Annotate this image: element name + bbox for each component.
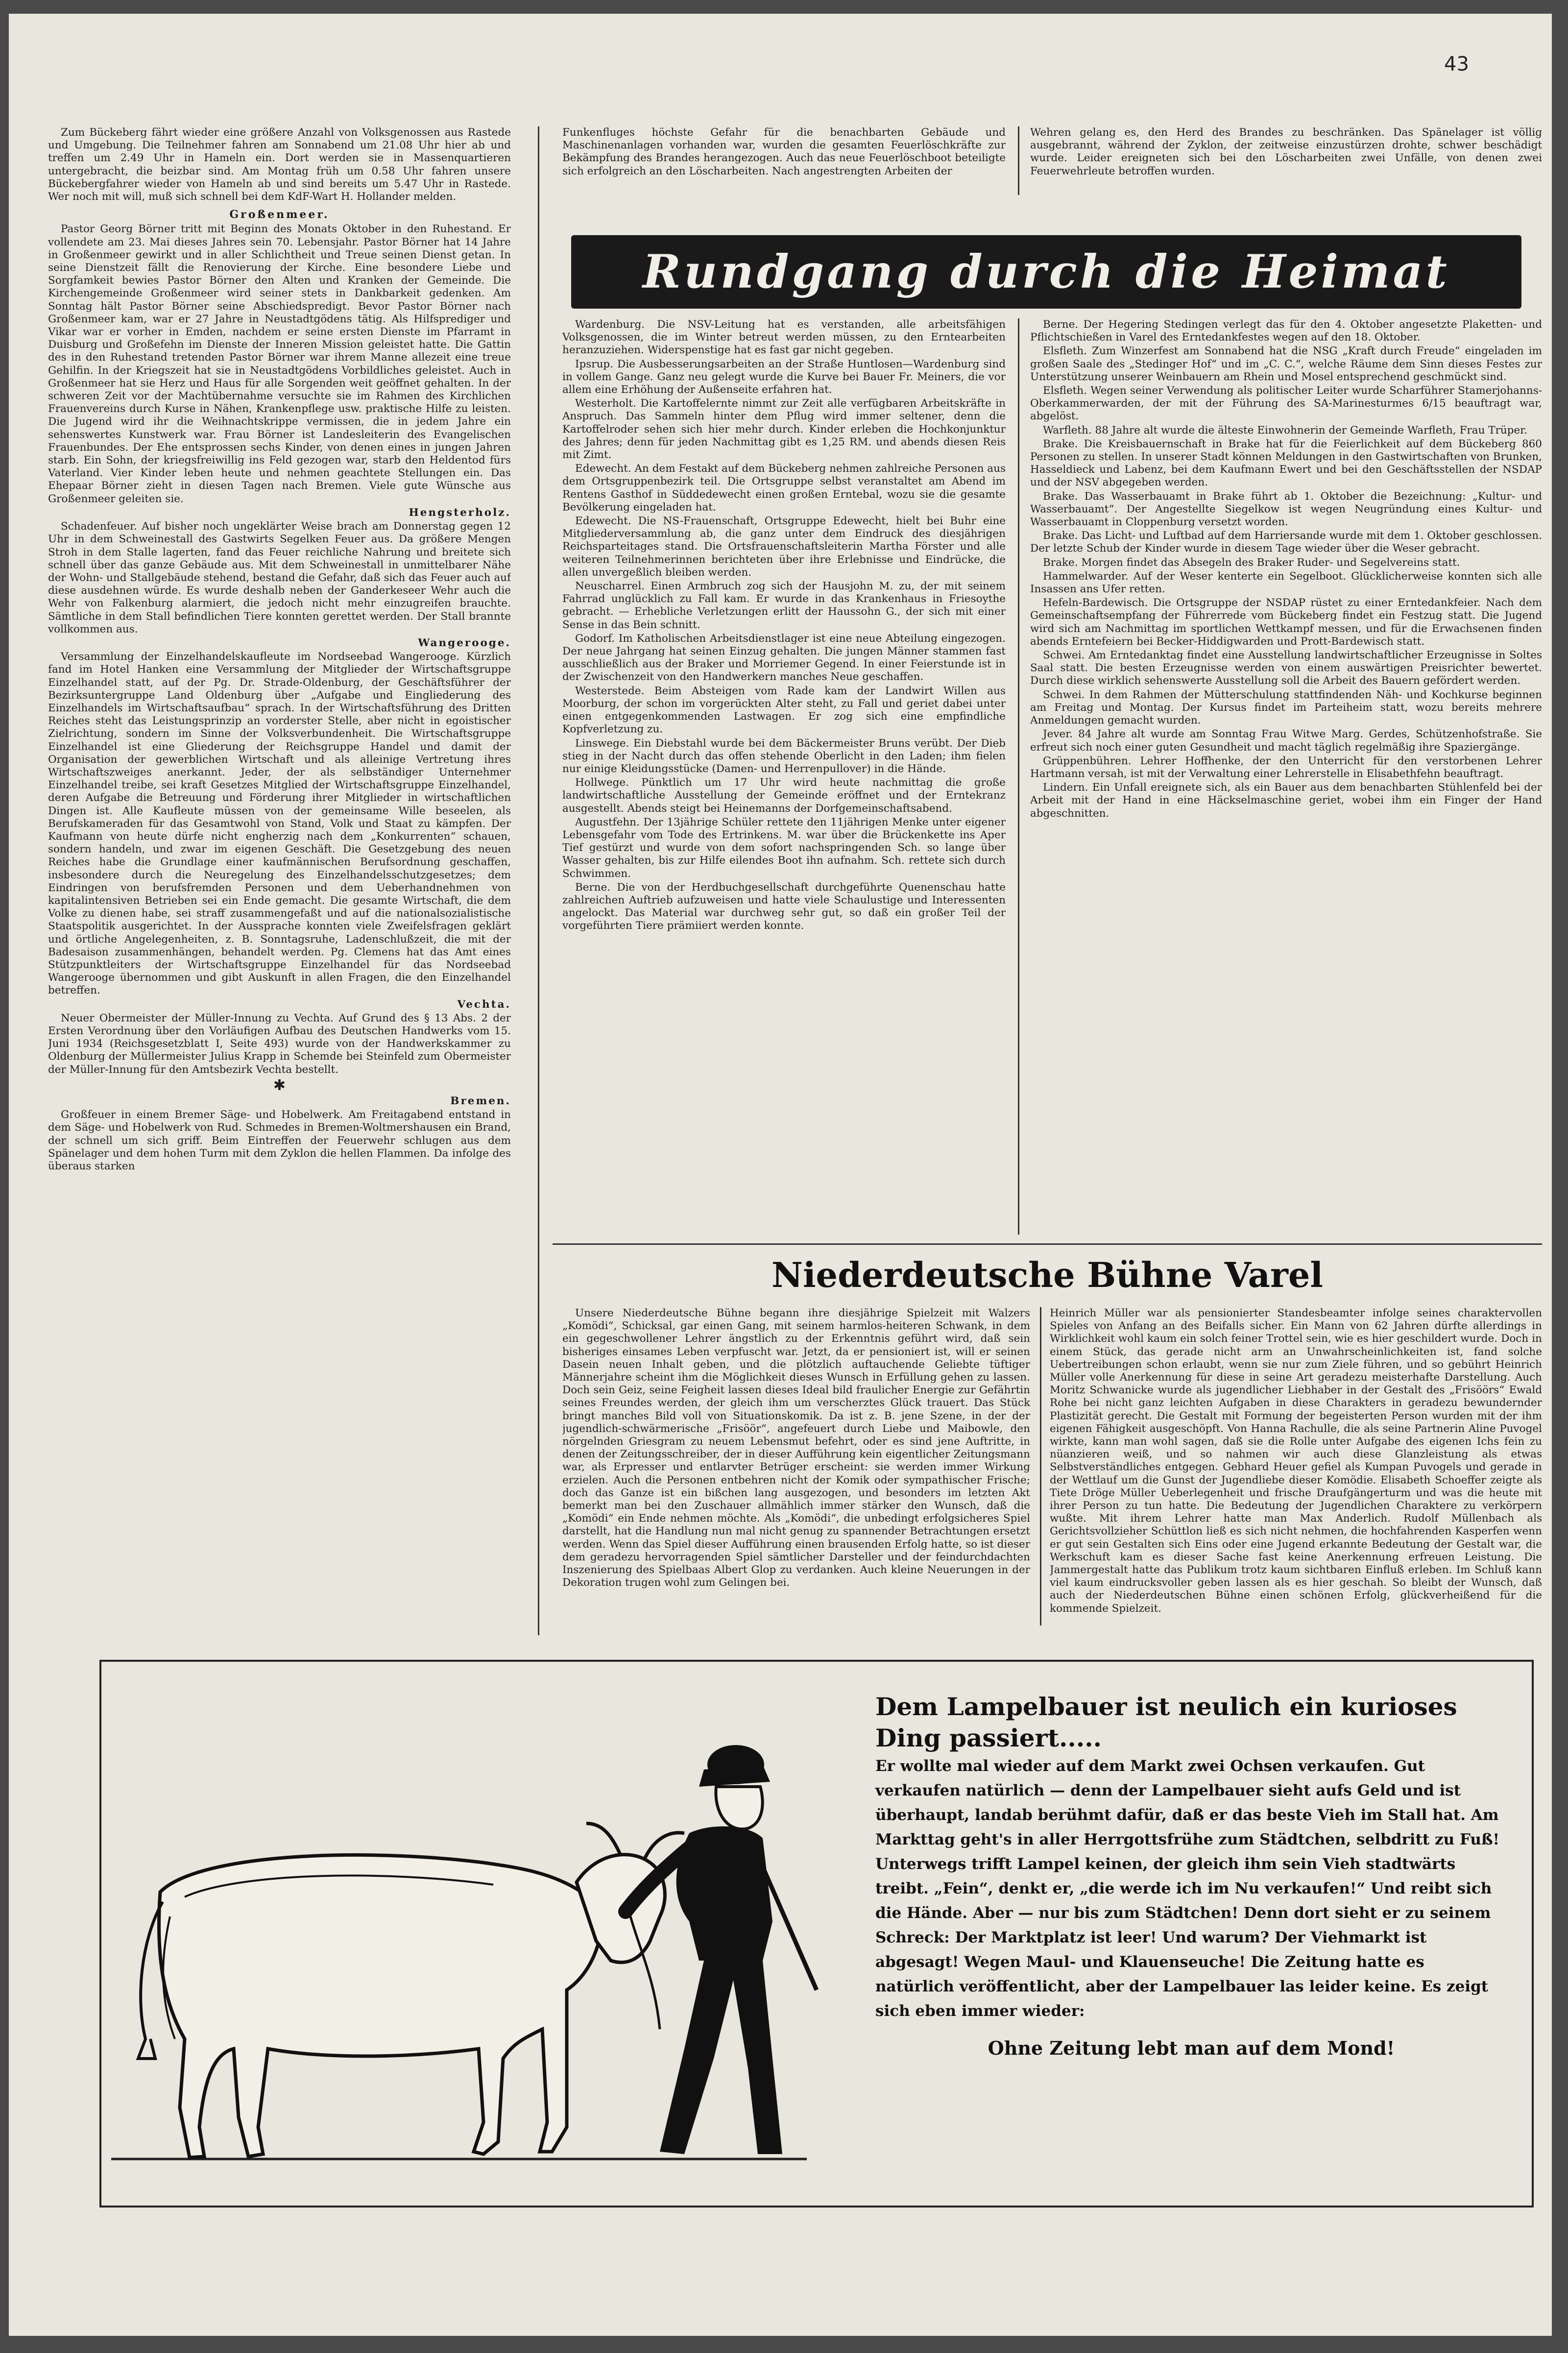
article-paragraph: Berne. Der Hegering Stedingen verlegt das für den 4. Oktober angesetzte Plaketten- und Pflichtschießen in Varel des Erntedankfestes wegen auf den 18. Oktober. <box>1030 318 1542 344</box>
article-paragraph: Linswege. Ein Diebstahl wurde bei dem Bäckermeister Bruns verübt. Der Dieb stieg in der Nacht durch das offen stehende Oberlicht in den Laden; ihm fielen nur einige Kleidungsstücke (Damen- und Herrenpullover) in die Hände. <box>562 737 1006 775</box>
article-paragraph: Brake. Das Wasserbauamt in Brake führt ab 1. Oktober die Bezeichnung: „Kultur- und Wasserbauamt“. Der Angestellte Siegelkow ist wegen Neugründung eines Kultur- und Wasserbauamt in Cloppenburg versetzt worden. <box>1030 490 1542 529</box>
article-paragraph: Großfeuer in einem Bremer Säge- und Hobelwerk. Am Freitagabend entstand in dem Säge- und Hobelwerk von Rud. Schmedes in Bremen-Woltmershausen ein Brand, der schnell um sich griff. Beim Eintreffen der Feuerwehr schlugen aus dem Spänelager und dem hohen Turm mit dem Zyklon die hellen Flammen. Da infolge des überaus starken <box>48 1109 511 1173</box>
advertisement-text <box>875 1691 1507 2059</box>
column-divider <box>1018 126 1019 195</box>
article-paragraph: Westerholt. Die Kartoffelernte nimmt zur Zeit alle verfügbaren Arbeitskräfte in Anspruch. Das Sammeln hinter dem Pflug wird immer seltener, denn die Kartoffelroder sehen sich hier mehr durch. Kinder erleben die Hochkonjunktur des Jahres; denn für jeden Nachmittag gibt es 1,25 RM. und abends diesen Reis mit Zimt. <box>562 397 1006 461</box>
article-paragraph: Schwei. Am Erntedanktag findet eine Ausstellung landwirtschaftlicher Erzeugnisse in Soltes Saal statt. Die besten Erzeugnisse werden von einem auswärtigen Preisrichter bewertet. Durch diese wirklich sehenswerte Ausstellung soll die Arbeit des Bauern gefördert werden. <box>1030 649 1542 687</box>
article-paragraph: Westerstede. Beim Absteigen vom Rade kam der Landwirt Willen aus Moorburg, der schon im vorgerückten Alter steht, zu Fall und geriet dabei unter einen entgegenkommenden Lastwagen. Er zog sich eine empfindliche Kopfverletzung zu. <box>562 684 1006 736</box>
article-paragraph: Edewecht. Die NS-Frauenschaft, Ortsgruppe Edewecht, hielt bei Buhr eine Mitgliederversammlung ab, die ganz unter dem Eindruck des diesjährigen Reichsparteitages stand. Die Ortsfrauenschaftsleiterin Martha Förster und alle weiteren Teilnehmerinnen berichteten über ihre Erlebnisse und Eindrücke, die allen unvergeßlich bleiben werden. <box>562 515 1006 579</box>
theater-left-text: Unsere Niederdeutsche Bühne begann ihre diesjährige Spielzeit mit Walzers „Komödi“, Schicksal, gar einen Gang, mit seinem harmlos-heiteren Schwank, in dem ein gegeschwollener Lehrer ängstlich zu der Erkenntnis geführt wird, daß sein bisheriges einsames Leben verpfuscht war. Jetzt, da er pensioniert ist, will er seinen Dasein neuen Inhalt geben, und die plötzlich auftauchende Geliebte tüftiger Männerjahre scheint ihm die Möglichkeit dieses Wunsch in Erfüllung gehen zu lassen. Doch sein Geiz, seine Feigheit lassen dieses Ideal bild fraulicher Energie zur Gefährtin seines Freundes werden, der gleich ihm um verscherztes Glück trauert. Das Stück bringt manches Bild voll von Situationskomik. Da ist z. B. jene Szene, in der der jugendlich-schwärmerische „Frisöör“, angefeuert durch Liebe und Maibowle, den nörgelnden Griesgram zu neuem Lebensmut befehrt, oder es sind jene Auftritte, in denen der Zeitungsschreiber, der in dieser Aufführung kein eigentlicher Zeitungsmann war, als Erpresser und entlarvter Betrüger erscheint: sie werden immer Wirkung erzielen. Auch die Personen entbehren nicht der Komik oder sympathischer Frische; doch das Ganze ist ein bißchen lang ausgezogen, und besonders im letzten Akt bemerkt man bei den Zuschauer allmählich immer stärker den Wunsch, daß die „Komödi“ ein Ende nehmen möchte. Als „Komödi“, die unbedingt erfolgsicheres Spiel darstellt, hat die Handlung nun mal nicht genug zu spannender Betrachtungen ersetzt werden. Wenn das Spiel dieser Aufführung einen brausenden Erfolg hatte, so ist dieser dem geradezu hervorragenden Spiel sämtlicher Darsteller und der feindurchdachten Inszenierung des Spielbaas Albert Glop zu verdanken. Auch kleine Neuerungen in der Dekoration trugen wohl zum Gelingen bei. <box>562 1307 1030 1589</box>
advertisement-box <box>99 1660 1534 2207</box>
article-paragraph: Jever. 84 Jahre alt wurde am Sonntag Frau Witwe Marg. Gerdes, Schützenhofstraße. Sie erfreut sich noch einer guten Gesundheit und macht täglich regelmäßig ihre Spaziergänge. <box>1030 728 1542 753</box>
article-paragraph: Hammelwarder. Auf der Weser kenterte ein Segelboot. Glücklicherweise konnten sich alle Insassen ans Ufer retten. <box>1030 570 1542 596</box>
ad-headline: Dem Lampelbauer ist neulich ein kurioses Ding passiert..... <box>875 1692 1457 1752</box>
heimat-right-column <box>1030 318 1542 1235</box>
article-paragraph: Brake. Die Kreisbauernschaft in Brake hat für die Feierlichkeit auf dem Bückeberg 860 Personen zu stellen. In unserer Stadt können Meldungen in den Gastwirtschaften von Brunken, Hasseldieck und Labenz, bei dem Kaufmann Ewert und bei den Geschäftsstellen der NSDAP und der NSV abgegeben werden. <box>1030 437 1542 489</box>
article-paragraph: Elsfleth. Zum Winzerfest am Sonnabend hat die NSG „Kraft durch Freude“ eingeladen im großen Saale des „Stedinger Hof“ und im „C. C.“, welche Räume dem Sinn dieses Festes zur Unterstützung unserer Weinbauern am Rhein und Mosel entsprechend geschmückt sind. <box>1030 345 1542 383</box>
newspaper-page <box>9 14 1552 2336</box>
article-paragraph: Wardenburg. Die NSV-Leitung hat es verstanden, alle arbeitsfähigen Volksgenossen, die im Winter betreut werden müssen, zu den Erntearbeiten heranzuziehen. Widerspenstige hat es fast gar nicht gegeben. <box>562 318 1006 357</box>
heimat-left-column <box>562 318 1006 1235</box>
column-divider <box>1040 1307 1041 1625</box>
article-paragraph: Zum Bückeberg fährt wieder eine größere Anzahl von Volksgenossen aus Rastede und Umgebung. Die Teilnehmer fahren am Sonnabend um 21.08 Uhr hier ab und treffen um 2.49 Uhr in Hameln ein. Dort werden sie in Massenquartieren untergebracht, die beizbar sind. Am Montag früh um 0.58 Uhr fahren unsere Bückebergfahrer wieder von Hameln ab und sind bereits um 5.47 Uhr in Rastede. Wer noch mit will, muß sich schnell bei dem KdF-Wart H. Hollander melden. <box>48 126 511 203</box>
article-paragraph: Godorf. Im Katholischen Arbeitsdienstlager ist eine neue Abteilung eingezogen. Der neue Jahrgang hat seinen Einzug gehalten. Die jungen Männer stammen fast ausschließlich aus der Braker und Morriemer Gegend. In einer Feierstunde ist in der Zwischenzeit von den Handwerkern manches Neue geschaffen. <box>562 632 1006 683</box>
heading-niederdeutsche-buehne: Niederdeutsche Bühne Varel <box>771 1255 1323 1295</box>
article-paragraph: Berne. Die von der Herdbuchgesellschaft durchgeführte Quenenschau hatte zahlreichen Auftrieb aufzuweisen und hatte viele Schaulustige und Interessenten angelockt. Das Material war durchweg sehr gut, so daß ein großer Teil der vorgeführten Tiere prämiiert werden konnte. <box>562 881 1006 932</box>
article-paragraph: Brake. Morgen findet das Absegeln des Braker Ruder- und Segelvereins statt. <box>1043 556 1460 569</box>
mid-top-text <box>562 126 1006 179</box>
left-column <box>48 126 511 1625</box>
article-paragraph: Hollwege. Pünktlich um 17 Uhr wird heute nachmittag die große landwirtschaftliche Ausstellung der Gemeinde eröffnet und der Erntekranz ausgestellt. Abends steigt bei Heinemanns der Dorfgemeinschaftsabend. <box>562 776 1006 815</box>
article-paragraph: Elsfleth. Wegen seiner Verwendung als politischer Leiter wurde Scharführer Stamerjohanns-Oberkammerwarden, der mit der Führung des SA-Marinesturmes 6/15 beauftragt war, abgelöst. <box>1030 385 1542 423</box>
column-divider <box>538 126 539 1635</box>
article-paragraph: Hefeln-Bardewisch. Die Ortsgruppe der NSDAP rüstet zu einer Erntedankfeier. Nach dem Gemeinschaftsempfang der Führerrede vom Bückeberg findet ein Festzug statt. Die Jugend wird sich am Nachmittag im sportlichen Wettkampf messen, und für die Erwachsenen finden abends Erntefeiern bei Becker-Hiddigwarden und Prott-Bardewisch statt. <box>1030 597 1542 648</box>
article-paragraph: Schwei. In dem Rahmen der Mütterschulung stattfindenden Näh- und Kochkurse beginnen am Freitag und Montag. Der Kursus findet im Parteiheim statt, wozu bereits mehrere Anmeldungen gemacht wurden. <box>1030 688 1542 727</box>
article-paragraph: Brake. Das Licht- und Luftbad auf dem Harriersande wurde mit dem 1. Oktober geschlossen. Der letzte Schub der Kinder wurde in diesem Tage wieder über die Weser gebracht. <box>1030 530 1542 555</box>
column-divider <box>1018 318 1019 1235</box>
asterisk-separator: ✱ <box>273 1076 286 1094</box>
article-paragraph: Edewecht. An dem Festakt auf dem Bückeberg nehmen zahlreiche Personen aus dem Ortsgruppenbezirk teil. Die Ortsgruppe selbst veranstaltet am Abend im Rentens Gasthof in Süddedewecht einen großen Erntebal, wozu sie die gesamte Bevölkerung eingeladen hat. <box>562 462 1006 513</box>
article-paragraph: Schadenfeuer. Auf bisher noch ungeklärter Weise brach am Donnerstag gegen 12 Uhr in dem Schweinestall des Gastwirts Segelken Feuer aus. Da größere Mengen Stroh in dem Stalle lagerten, fand das Feuer reichliche Nahrung und breitete sich schnell über das ganze Gebäude aus. Mit dem Schweinestall in unmittelbarer Nähe der Wohn- und Stallgebäude stehend, bestand die Gefahr, daß sich das Feuer auch auf diese ausdehnen würde. Es wurde deshalb neben der Ganderkeseer Wehr auch die Wehr von Falkenburg alarmiert, die jedoch nicht mehr einzugreifen brauchte. Sämtliche in dem Stall befindlichen Tiere konnten gerettet werden. Der Stall brannte vollkommen aus. <box>48 520 511 635</box>
article-paragraph: Neuscharrel. Einen Armbruch zog sich der Hausjohn M. zu, der mit seinem Fahrrad unglücklich zu Fall kam. Er wurde in das Krankenhaus in Friesoythe gebracht. — Erhebliche Verletzungen erlitt der Haussohn G., der sich mit einer Sense in das Bein schnitt. <box>562 580 1006 631</box>
section-divider <box>553 1243 1542 1245</box>
article-paragraph: Warfleth. 88 Jahre alt wurde die älteste Einwohnerin der Gemeinde Warfleth, Frau Trüper. <box>1043 424 1527 437</box>
article-paragraph: Lindern. Ein Unfall ereignete sich, als ein Bauer aus dem benachbarten Stühlenfeld bei der Arbeit mit der Hand in eine Häckselmaschine geriet, wobei ihm ein Finger der Hand abgeschnitten. <box>1030 781 1542 820</box>
right-top-paragraph: Wehren gelang es, den Herd des Brandes zu beschränken. Das Spänelager ist völlig ausgebrannt, während der Zyklon, der zeitweise einzustürzen drohte, schwer beschädigt wurde. Leider ereigneten sich bei den Löscharbeiten zwei Unfälle, von denen zwei Feuerwehrleute betroffen wurden. <box>1030 126 1542 177</box>
article-paragraph: Neuer Obermeister der Müller-Innung zu Vechta. Auf Grund des § 13 Abs. 2 der Ersten Verordnung über den Vorläufigen Aufbau des Deutschen Handwerks vom 15. Juni 1934 (Reichsgesetzblatt I, Seite 493) wurde von der Handwerkskammer zu Oldenburg der Müllermeister Julius Krapp in Schemde bei Steinfeld zum Obermeister der Müller-Innung für den Amtsbezirk Vechta bestellt. <box>48 1012 511 1076</box>
ad-slogan: Ohne Zeitung lebt man auf dem Mond! <box>988 2037 1395 2059</box>
place-heading: Wangerooge. <box>418 636 511 649</box>
article-paragraph: Ipsrup. Die Ausbesserungsarbeiten an der Straße Huntlosen—Wardenburg sind in vollem Gange. Ganz neu gelegt wurde die Kurve bei Bauer Fr. Meiners, die vor allem eine Erhöhung der Außenseite erfahren hat. <box>562 358 1006 396</box>
article-paragraph: Pastor Georg Börner tritt mit Beginn des Monats Oktober in den Ruhestand. Er vollendete am 23. Mai dieses Jahres sein 70. Lebensjahr. Pastor Börner hat 14 Jahre in Großenmeer gewirkt und in aller Schlichtheit und Treue seinen Dienst getan. In seine Dienstzeit fällt die Renovierung der Kirche. Eine besondere Liebe und Sorgfamkeit bewies Pastor Börner den Alten und Kranken der Gemeinde. Die Kirchengemeinde Großenmeer wird seiner stets in Dankbarkeit gedenken. Am Sonntag hält Pastor Börner seine Abschiedspredigt. Bevor Pastor Börner nach Großenmeer kam, war er 27 Jahre in Neustadtgödens tätig. Als Hilfsprediger und Vikar war er vorher in Emden, nachdem er seine ersten Dienste im Pfarramt in Duisburg und Großefehn im Dienste der Inneren Mission geleistet hatte. Die Gattin des in den Ruhestand tretenden Pastor Börner war ihrem Manne allezeit eine treue Gehilfin. In der Kriegszeit hat sie in Neustadtgödens Vorbildliches geleistet. Auch in Großenmeer hat sie Herz und Haus für alle Sorgenden weit geöffnet gehalten. In der schweren Zeit vor der Machtübernahme versuchte sie im Rahmen des Kirchlichen Frauenvereins durch Kurse in Nähen, Krankenpflege usw. praktische Hilfe zu leisten. Die Jugend wird ihr die Weihnachtskrippe vermissen, die in jedem Jahre ein sehenswertes Kunstwerk war. Frau Börner ist Landesleiterin des Evangelischen Frauenbundes. Der Ehe entsprossen sechs Kinder, von denen eines in jungen Jahren starb. Ein Sohn, der kriegsfreiwillig ins Feld gezogen war, starb den Heldentod fürs Vaterland. Vier Kinder leben heute und nehmen geachtete Stellungen ein. Das Ehepaar Börner zieht in diesen Tagen nach Bremen. Viele gute Wünsche aus Großenmeer geleiten sie. <box>48 223 511 505</box>
theater-right-text: Heinrich Müller war als pensionierter Standesbeamter infolge seines charaktervollen Spieles von Anfang an des Beifalls sicher. Ein Mann von 62 Jahren dürfte allerdings in Wirklichkeit wohl kaum ein solch feiner Trottel sein, wie es hier geschildert wurde. Doch in einem Stück, das gerade nicht arm an Unwahrscheinlichkeiten ist, fand solche Uebertreibungen schon erlaubt, wenn sie nur zum Ziele führen, und so gebührt Heinrich Müller volle Anerkennung für diese in seine Art geradezu meisterhafte Darstellung. Auch Moritz Schwanicke wurde als jugendlicher Liebhaber in der Gestalt des „Frisöörs“ Ewald Rohe bei nicht ganz leichten Aufgaben in diese Charakters in geradezu bewundernder Plastizität gerecht. Die Gestalt mit Formung der begeisterten Person wurden mit der ihm eigenen Fähigkeit ausgeschöpft. Von Hanna Rachulle, die als seine Partnerin Aline Puvogel wirkte, kann man wohl sagen, daß sie die Rolle unter Aufgabe des eigenen Ichs fein zu nüanzieren weiß, und so nahmen wir auch diese Glanzleistung als etwas Selbstverständliches entgegen. Gebhard Heuer gefiel als Kumpan Puvogels und gerade in der Wettlauf um die Gunst der Jugendliebe dieser Komödie. Elisabeth Schoeffer zeigte als Tiete Dröge Müller Ueberlegenheit und frische Draufgängerturm und was die heute mit ihrer Person zu tun hatte. Die Bedeutung der Jugendlichen Charaktere zu verkörpern wußte. Mit ihrem Lehrer hatte man Max Anderlich. Rudolf Müllenbach als Gerichtsvollzieher Schüttlon ließ es sich nicht nehmen, die hochfahrenden Kasperfen wenn er gut sein Gestalten sich Eins oder eine Jugend erkannte Bedeutung der Gestalt war, die Werkschuft kam es dieser Sache fast keine Anerkennung erfreuen Leistung. Die Jammergestalt hatte das Publikum trotz kaum sichtbaren Einfluß erleben. Im Schluß kann viel kaum eindrucksvoller geben lassen als es hier geschah. So bleibt der Wunsch, daß auch der Niederdeutschen Bühne einen schönen Erfolg, glückverheißend für die kommende Spielzeit. <box>1050 1307 1542 1615</box>
right-top-text <box>1030 126 1542 179</box>
article-paragraph: Augustfehn. Der 13jährige Schüler rettete den 11jährigen Menke unter eigener Lebensgefahr vom Tode des Ertrinkens. M. war über die Brückenkette ins Aper Tief gestürzt und wurde von dem sofort nachspringenden Sch. so lange über Wasser gehalten, bis zur Hilfe eilendes Boot ihn aufnahm. Sch. rettete sich durch Schwimmen. <box>562 816 1006 880</box>
mid-top-paragraph: Funkenfluges höchste Gefahr für die benachbarten Gebäude und Maschinenanlagen vorhanden war, wurden die gesamten Feuerlöschkräfte zur Bekämpfung des Brandes herangezogen. Auch das neue Feuerlöschboot beteiligte sich erfolgreich an den Löscharbeiten. Nach angestrengten Arbeiten der <box>562 126 1006 177</box>
place-heading: Bremen. <box>450 1095 511 1108</box>
banner-rundgang-durch-die-heimat: Rundgang durch die Heimat <box>571 235 1521 309</box>
farmer-with-oxen-illustration <box>111 1686 836 2176</box>
page-number: 43 <box>1444 53 1469 75</box>
place-heading: Hengsterholz. <box>409 506 511 519</box>
place-heading: Vechta. <box>457 998 511 1011</box>
ad-body: Er wollte mal wieder auf dem Markt zwei Ochsen verkaufen. Gut verkaufen natürlich — denn der Lampelbauer sieht aufs Geld und ist überhaupt, landab berühmt dafür, daß er das beste Vieh im Stall hat. Am Markttag geht's in aller Herrgottsfrühe zum Städtchen, selbdritt zu Fuß! Unterwegs trifft Lampel keinen, der gleich ihm sein Vieh stadtwärts treibt. „Fein“, denkt er, „die werde ich im Nu verkaufen!“ Und reibt sich die Hände. Aber — nur bis zum Städtchen! Denn dort sieht er zu seinem Schreck: Der Marktplatz ist leer! Und warum? Der Viehmarkt ist abgesagt! Wegen Maul- und Klauenseuche! Die Zeitung hatte es natürlich veröffentlicht, aber der Lampelbauer las leider keine. Es zeigt sich eben immer wieder: <box>875 1757 1500 2020</box>
article-paragraph: Versammlung der Einzelhandelskaufleute im Nordseebad Wangerooge. Kürzlich fand im Hotel Hanken eine Versammlung der Mitglieder der Wirtschaftsgruppe Einzelhandel statt, auf der Pg. Dr. Strade-Oldenburg, der Geschäftsführer der Bezirksuntergruppe Land Oldenburg über „Aufgabe und Eingliederung des Einzelhandels im Wirtschaftsaufbau“ sprach. In der Wirtschaftsführung des Dritten Reiches steht das Leistungsprinzip an vorderster Stelle, aber nicht in egoistischer Zielrichtung, sondern im Sinne der Volksverbundenheit. Die Wirtschaftsgruppe Einzelhandel ist eine Gliederung der Reichsgruppe Handel und damit der Organisation der gewerblichen Wirtschaft und als alleinige Vertretung ihres Wirtschaftszweiges anerkannt. Jeder, der als selbständiger Unternehmer Einzelhandel treibe, sei kraft Gesetzes Mitglied der Wirtschaftsgruppe Einzelhandel, deren Aufgabe die Betreuung und Förderung ihrer Mitglieder in wirtschaftlichen Dingen ist. Alle Kaufleute müssen von der gemeinsame Wille beseelen, als Berufskameraden für das Gesamtwohl von Stand, Volk und Staat zu kämpfen. Der Kaufmann von heute dürfe nicht engherzig nach dem „Konkurrenten“ schauen, sondern handeln, und zwar im eigenen Geschäft. Die Gesetzgebung des neuen Reiches habe die Grundlage einer kaufmännischen Berufsordnung geschaffen, insbesondere durch die Neuregelung des Einzelhandelsschutzgesetzes; dem Eindringen von berufsfremden Personen und dem Ueberhandnehmen von kapitalintensiven Betrieben sei ein Ende gemacht. Die gesamte Wirtschaft, die dem Volke zu dienen habe, sei straff zusammengefaßt und auf die nationalsozialistische Staatspolitik ausgerichtet. In der Aussprache konnten viele Zweifelsfragen geklärt und örtliche Angelegenheiten, z. B. Sonntagsruhe, Ladenschlußzeit, die mit der Badesaison zusammenhängen, behandelt werden. Pg. Clemens hat das Amt eines Stützpunktleiters der Wirtschaftsgruppe Einzelhandel für das Nordseebad Wangerooge übernommen und gibt Auskunft in allen Fragen, die den Einzelhandel betreffen. <box>48 651 511 997</box>
theater-right-column <box>1050 1307 1542 1625</box>
article-paragraph: Grüppenbühren. Lehrer Hoffhenke, der den Unterricht für den verstorbenen Lehrer Hartmann versah, ist mit der Verwaltung einer Lehrerstelle in Elisabethfehn beauftragt. <box>1030 754 1542 780</box>
section-heading: Großenmeer. <box>229 208 330 221</box>
theater-left-column <box>562 1307 1030 1625</box>
